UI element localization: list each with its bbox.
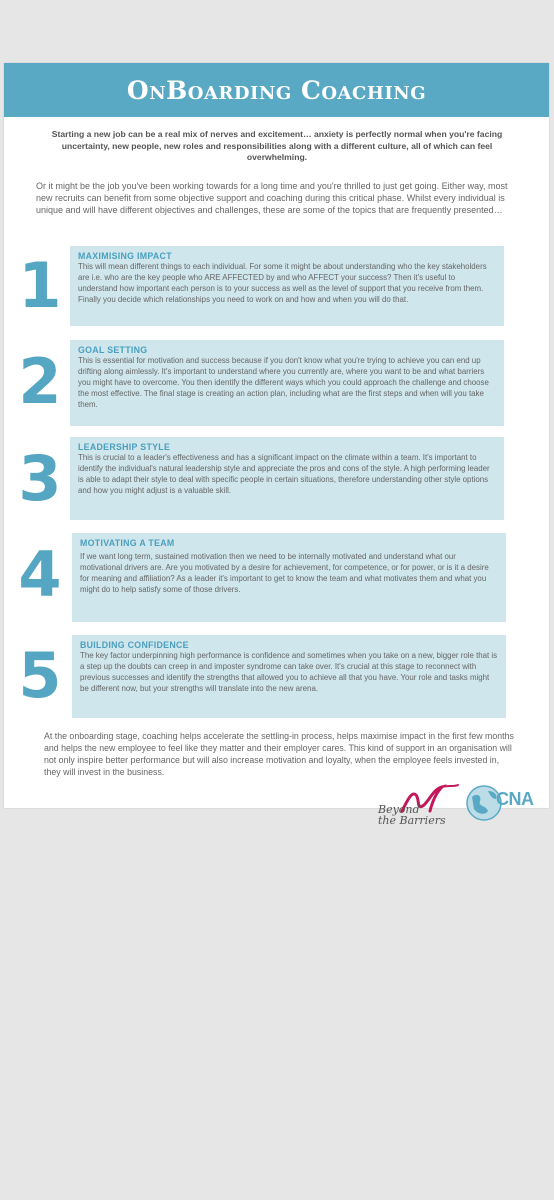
topic-number-4: 4 [18,538,62,611]
flyer-page [4,63,549,827]
topic-box-2 [70,340,504,426]
topic-title-3: LEADERSHIP STYLE [78,442,171,452]
topic-number-1: 1 [18,249,62,322]
topic-text-4: If we want long term, sustained motivation then we need to be internally motivated and understand what our motivational drivers are. Are you motivated by a desire for achievement, for competence, or for power, or is it a desire for meaning and affiliation? As a leader it's important to get to know the team and what motivates them and what you might do to help satisfy some of those drivers. [80,552,489,594]
closing-paragraph: At the onboarding stage, coaching helps accelerate the settling-in process, helps maximise impact in the first few months and helps the new employee to feel like they matter and their employer cares. This kind of support in an organisation will not only inspire better performance but will also increase motivation and loyalty, when the employee feels invested in, they will invest in the business. [44,731,514,777]
topic-title-5: BUILDING CONFIDENCE [80,640,189,650]
cna-logo-text: CNA [496,789,534,809]
title-banner [4,63,549,117]
beyond-the-barriers-logo [372,781,464,829]
topic-box-1 [70,246,504,326]
topic-title-4: MOTIVATING A TEAM [80,538,175,548]
beyond-logo-line2: the Barriers [378,814,446,827]
intro-highlight: Starting a new job can be a real mix of nerves and excitement… anxiety is perfectly normal when you're facing uncertainty, new people, new roles and responsibilities along with a different culture, all of which can feel overwhelming. [51,129,503,162]
topic-text-1: This will mean different things to each individual. For some it might be about understanding who the key stakeholders are i.e. who are the key people who ARE AFFECTED by and who AFFECT your success? Then it's useful to understand how important each person is to your success as well as the level of support that you receive from them. Finally you decide which relationships you need to work on and how and when you will do that. [78,262,487,304]
intro-paragraph: Or it might be the job you've been working towards for a long time and you're thrilled to just get going. Either way, most new recruits can benefit from some objective support and coaching during this critical phase. Whilst every individual is unique and will have different objectives and challenges, these are some of the topics that are frequently presented… [36,181,508,215]
topic-text-5: The key factor underpinning high performance is confidence and sometimes when you take on a new, bigger role that is a step up the doubts can creep in and imposter syndrome can take over. It's crucial at this stage to reconnect with previous successes and identify the strengths that allowed you to achieve all that you have. Your role and tasks might be different now, but your strengths will translate into the new arena. [80,651,498,693]
beyond-logo-line1: Beyond [378,803,420,816]
topic-title-1: MAXIMISING IMPACT [78,251,172,261]
topic-number-3: 3 [18,442,62,515]
topic-box-5 [72,635,506,718]
topic-box-4 [72,533,506,622]
topic-title-2: GOAL SETTING [78,345,148,355]
topic-text-3: This is crucial to a leader's effectiveness and has a significant impact on the climate within a team. It's important to identify the individual's natural leadership style and appreciate the pros and cons of the style. A high performing leader is able to adapt their style to deal with specific people in certain situations, therefore understanding other style options and how you might adjust is a valuable skill. [78,453,490,495]
topic-number-5: 5 [18,639,62,712]
cna-logo [466,783,536,823]
topic-number-2: 2 [18,345,62,418]
page-title: OnBoarding Coaching [126,75,427,105]
topic-box-3 [70,437,504,520]
topic-text-2: This is essential for motivation and success because if you don't know what you're trying to achieve you can end up drifting along aimlessly. It's important to understand where you currently are, where you want to be and what barriers you might have to overcome. You then identify the different ways which you could approach the challenge and choose the most effective. The final stage is creating an action plan, including what are the first steps and when will you take them. [78,356,489,409]
